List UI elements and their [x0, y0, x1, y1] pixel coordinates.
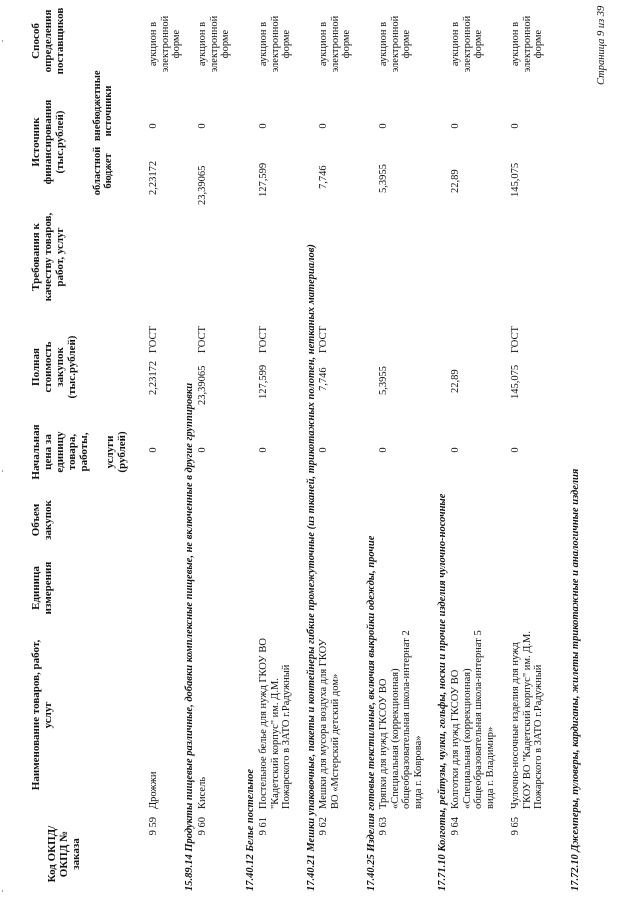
header-unit-price-tail: услуги (рублей) — [104, 431, 128, 473]
group-heading: 17.40.21 Мешки упаковочные, пакеты и контейнеры гибкие промежуточные (из тканей, трикотажных полотен, нетканых материалов) — [306, 244, 317, 891]
row-total: 7,746 — [318, 367, 329, 391]
header-code: Код ОКПД/ ОКПД № заказа — [46, 825, 82, 883]
row-requirements: ГОСТ — [510, 326, 521, 353]
row-regional: 7,746 — [318, 165, 329, 189]
row-name: Дрожжи — [148, 771, 159, 809]
header-extrabudget: внебюджетные источники — [92, 70, 114, 141]
row-code: 9 63 — [378, 817, 389, 836]
row-code: 9 59 — [148, 817, 159, 836]
row-code: 9 61 — [258, 817, 269, 836]
header-unit: Единица измерения — [30, 561, 54, 615]
group-heading: 15.89.14 Продукты пищевые различные, добавки комплексные пищевые, не включенные в другие группировки — [184, 382, 195, 891]
row-name: Чулочно-носочные изделия для нужд ГКОУ ВО "Кадетский корпус" им. Д.М. Пожарского в ЗАТО г.Радужный — [510, 630, 544, 809]
row-regional: 145,075 — [510, 162, 521, 197]
row-extrabudget: 0 — [258, 123, 269, 129]
row-total: 127,599 — [258, 364, 269, 399]
row-regional: 5,3955 — [378, 164, 389, 193]
row-total: 22,89 — [450, 369, 461, 393]
header-total-cost: Полная стоимость закупок (тыс.рублей) — [30, 335, 78, 399]
row-extrabudget: 0 — [197, 123, 208, 129]
group-heading: 17.71.10 Колготы, рейтузы, чулки, гольфы, носки и прочие изделия чулочно-носочные — [437, 493, 448, 891]
row-name: Кисель — [197, 776, 208, 809]
header-regional-budget: областной бюджет — [92, 146, 114, 196]
row-unit-price: 0 — [510, 447, 521, 453]
row-method: аукцион в электронной форме — [197, 15, 231, 73]
row-unit-price: 0 — [318, 447, 329, 453]
row-requirements: ГОСТ — [258, 326, 269, 353]
row-total: 145,075 — [510, 364, 521, 399]
row-regional: 22,89 — [450, 169, 461, 193]
header-financing: Источник финансирования (тыс.рублей) — [30, 99, 66, 185]
group-heading: 17.72.10 Джемперы, пуловеры, кардиганы, жилеты трикотажные и аналогичные изделия — [570, 468, 581, 891]
row-code: 9 60 — [197, 817, 208, 836]
row-requirements: ГОСТ — [318, 326, 329, 353]
header-unit-price: Начальная цена за единицу товара, работы, — [30, 424, 90, 480]
row-total: 2,23172 — [148, 360, 159, 395]
row-code: 9 64 — [450, 817, 461, 836]
row-method: аукцион в электронной форме — [318, 15, 352, 73]
row-method: аукцион в электронной форме — [148, 15, 182, 73]
group-heading: 17.40.12 Белье постельное — [245, 768, 256, 891]
row-name: Постельное белье для нужд ГКОУ ВО "Кадетский корпус" им. Д.М. Пожарского в ЗАТО г.Радужный — [258, 638, 292, 809]
group-heading: 17.40.25 Изделия готовые текстильные, включая выкройки одежды, прочие — [366, 535, 377, 891]
row-extrabudget: 0 — [378, 123, 389, 129]
header-name: Наименование товаров, работ, услуг — [30, 639, 54, 791]
row-requirements: ГОСТ — [148, 326, 159, 353]
row-extrabudget: 0 — [318, 123, 329, 129]
header-requirements: Требования к качеству товаров, работ, услуг — [30, 212, 66, 302]
row-extrabudget: 0 — [450, 123, 461, 129]
row-regional: 2,23172 — [148, 160, 159, 195]
header-volume: Объем закупок — [30, 500, 54, 540]
row-method: аукцион в электронной форме — [258, 15, 292, 73]
scan-mark — [2, 890, 3, 892]
row-total: 5,3955 — [378, 366, 389, 395]
row-regional: 23,39065 — [197, 165, 208, 205]
row-code: 9 62 — [318, 817, 329, 836]
row-method: аукцион в электронной форме — [510, 15, 544, 73]
row-total: 23,39065 — [197, 365, 208, 405]
row-extrabudget: 0 — [510, 123, 521, 129]
row-unit-price: 0 — [378, 447, 389, 453]
row-name: Тряпки для нужд ГКСОУ ВО «Специальная (коррекционная) общеобразовательная школа-интернат 2 вида г. Коврова» — [378, 630, 424, 809]
row-regional: 127,599 — [258, 162, 269, 197]
row-name: Мешки для мусора воздуха для ГКОУ ВО «Мстерский детский дом» — [318, 638, 341, 809]
row-unit-price: 0 — [148, 447, 159, 453]
row-method: аукцион в электронной форме — [378, 15, 412, 73]
header-method: Способ определения поставщиков — [30, 7, 66, 75]
row-requirements: ГОСТ — [197, 326, 208, 353]
row-unit-price: 0 — [450, 447, 461, 453]
row-unit-price: 0 — [197, 447, 208, 453]
scan-mark — [2, 470, 3, 472]
page-number: Страница 9 из 39 — [596, 5, 607, 85]
row-method: аукцион в электронной форме — [450, 15, 484, 73]
scan-mark — [2, 40, 3, 42]
row-extrabudget: 0 — [148, 123, 159, 129]
row-name: Колготки для нужд ГКСОУ ВО «Специальная (коррекционная) общеобразовательная школа-интернат 5 вида г. Владимир» — [450, 630, 496, 809]
row-unit-price: 0 — [258, 447, 269, 453]
row-code: 9 65 — [510, 817, 521, 836]
